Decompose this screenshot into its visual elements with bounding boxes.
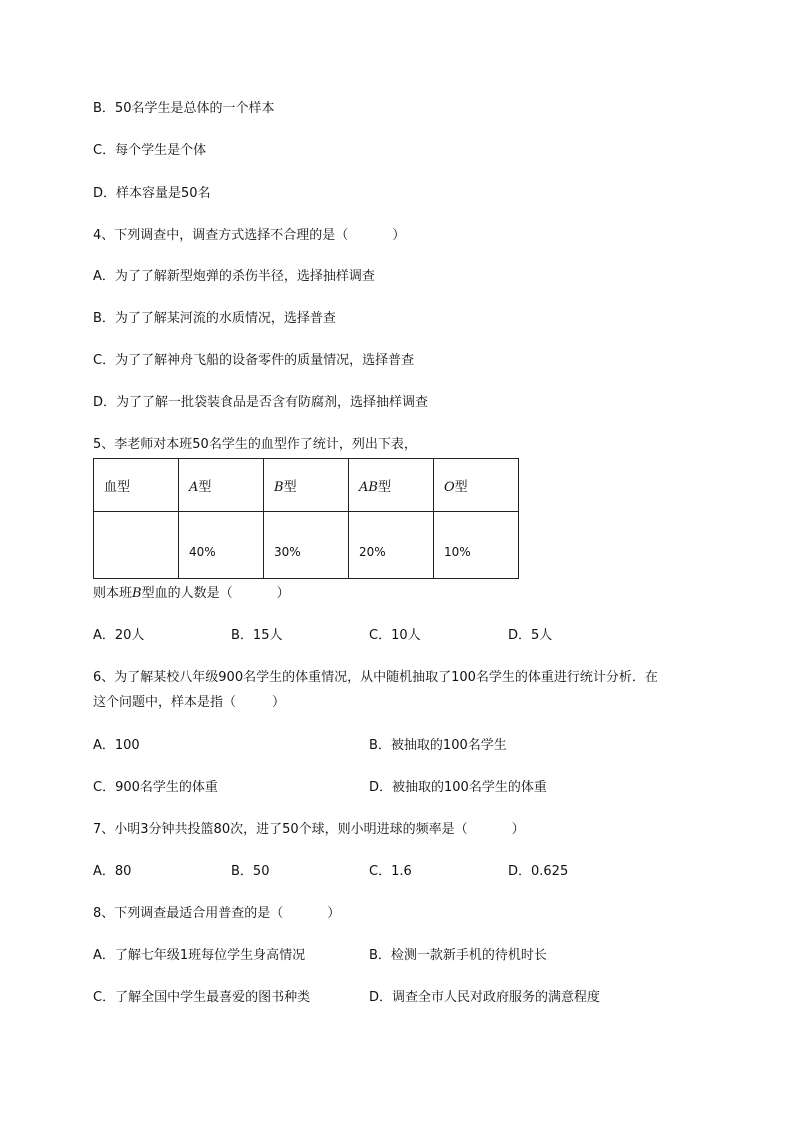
q5-option-d: D．5人 [508, 628, 553, 643]
table-cell-b: 30% [264, 512, 349, 579]
q8-option-c: C．了解全国中学生最喜爱的图书种类 [93, 990, 311, 1005]
q7-stem-end: ） [511, 822, 525, 837]
q6-stem-end: ） [272, 695, 286, 710]
q7-stem [93, 821, 525, 839]
type-suffix: 型 [198, 479, 212, 495]
q7-option-b: B．50 [231, 864, 270, 879]
q4-stem-end: ） [392, 228, 406, 243]
table-cell-empty [94, 512, 179, 579]
q6-stem-line2 [93, 694, 285, 712]
q8-option-b: B．检测一款新手机的待机时长 [369, 948, 547, 963]
q5-question [93, 585, 290, 603]
q7-option-a: A．80 [93, 864, 132, 879]
blood-type-table [93, 458, 519, 579]
q5-option-a: A．20人 [93, 628, 145, 643]
type-letter: A [189, 479, 199, 495]
q6-stem-line1: 6、为了解某校八年级900名学生的体重情况，从中随机抽取了100名学生的体重进行统计分析．在 [93, 670, 658, 685]
q8-stem [93, 905, 340, 923]
table-cell-ab: 20% [349, 512, 434, 579]
q3-option-d: D．样本容量是50名 [93, 186, 211, 201]
q8-stem-text: 8、下列调查最适合用普查的是（ [93, 906, 284, 921]
q4-option-d: D．为了了解一批袋装食品是否含有防腐剂，选择抽样调查 [93, 395, 429, 410]
type-suffix: 型 [454, 479, 468, 495]
q5-question-prefix: 则本班 [93, 586, 133, 601]
q7-option-d: D．0.625 [508, 864, 569, 879]
q5-question-end: ） [276, 586, 290, 601]
q8-option-a: A．了解七年级1班每位学生身高情况 [93, 948, 306, 963]
q5-stem: 5、李老师对本班50名学生的血型作了统计，列出下表， [93, 437, 417, 452]
q5-option-c: C．10人 [369, 628, 421, 643]
q4-option-c: C．为了了解神舟飞船的设备零件的质量情况，选择普查 [93, 353, 415, 368]
q7-option-c: C．1.6 [369, 864, 412, 879]
table-header-type-b [264, 459, 349, 512]
table-cell-o: 10% [434, 512, 519, 579]
q7-stem-text: 7、小明3分钟共投篮80次，进了50个球，则小明进球的频率是（ [93, 822, 468, 837]
type-suffix: 型 [377, 479, 391, 495]
type-letter: AB [359, 479, 378, 495]
q8-option-d: D．调查全市人民对政府服务的满意程度 [369, 990, 601, 1005]
q6-option-b: B．被抽取的100名学生 [369, 738, 507, 753]
table-value-row [94, 512, 519, 579]
q4-option-b: B．为了了解某河流的水质情况，选择普查 [93, 311, 336, 326]
q3-option-b: B．50名学生是总体的一个样本 [93, 101, 275, 116]
q5-option-b: B．15人 [231, 628, 283, 643]
q6-stem-text: 这个问题中，样本是指（ [93, 695, 237, 710]
table-header-type-o [434, 459, 519, 512]
q3-option-c: C．每个学生是个体 [93, 143, 207, 158]
table-header-label: 血型 [94, 459, 179, 512]
q4-stem-text: 4、下列调查中，调查方式选择不合理的是（ [93, 228, 349, 243]
table-header-row [94, 459, 519, 512]
q4-stem [93, 227, 405, 245]
q6-option-a: A．100 [93, 738, 140, 753]
table-cell-a: 40% [179, 512, 264, 579]
q6-option-d: D．被抽取的100名学生的体重 [369, 780, 547, 795]
type-letter: B [274, 479, 284, 495]
type-letter: O [444, 479, 455, 495]
q5-question-suffix: 型血的人数是（ [141, 586, 233, 601]
q8-stem-end: ） [327, 906, 341, 921]
type-suffix: 型 [283, 479, 297, 495]
q4-option-a: A．为了了解新型炮弹的杀伤半径，选择抽样调查 [93, 269, 375, 284]
q6-option-c: C．900名学生的体重 [93, 780, 218, 795]
q5-question-letter: B [132, 586, 142, 601]
table-header-type-a [179, 459, 264, 512]
table-header-type-ab [349, 459, 434, 512]
